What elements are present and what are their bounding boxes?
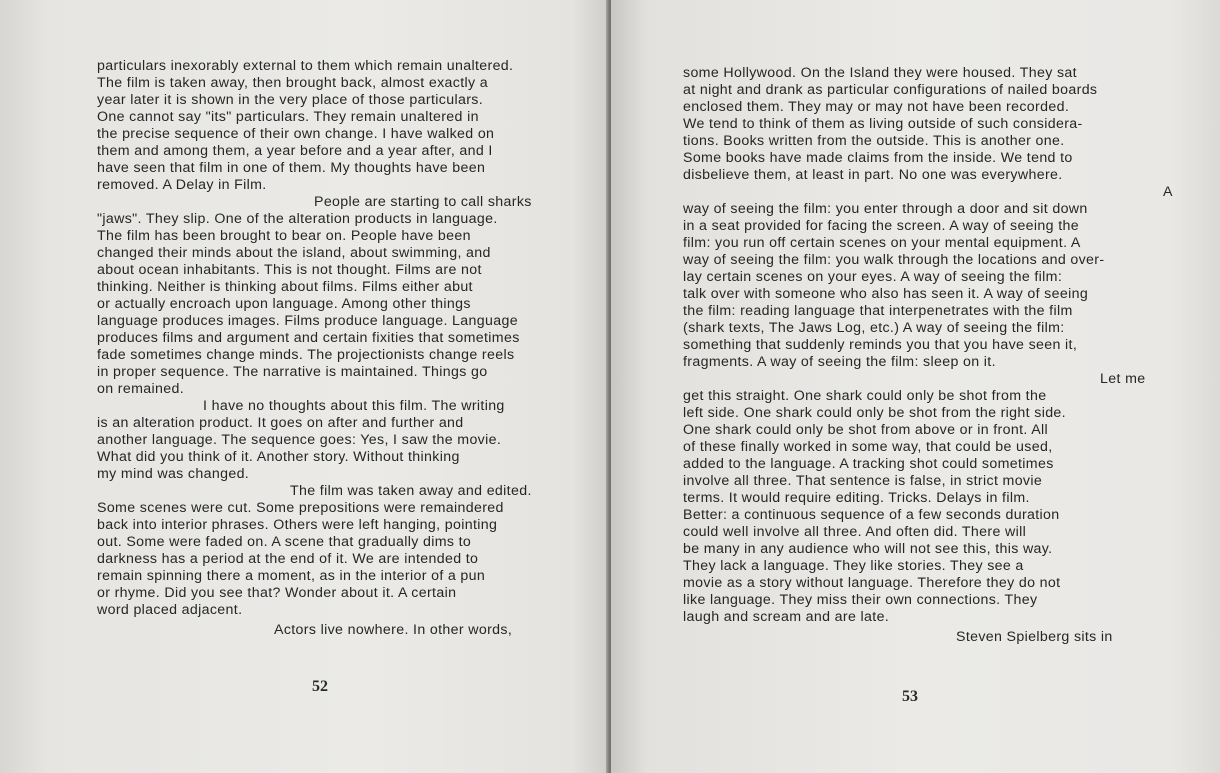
- text-line: get this straight. One shark could only be shot from the: [683, 388, 1047, 404]
- text-line: tions. Books written from the outside. This is another one.: [683, 133, 1065, 149]
- text-line: or rhyme. Did you see that? Wonder about it. A certain: [97, 585, 457, 601]
- text-line: Better: a continuous sequence of a few seconds duration: [683, 507, 1060, 523]
- text-line: on remained.: [97, 381, 185, 397]
- text-line: They lack a language. They like stories. They see a: [683, 558, 1024, 574]
- text-line: Steven Spielberg sits in: [956, 629, 1113, 645]
- text-line: them and among them, a year before and a year after, and I: [97, 143, 493, 159]
- text-line: another language. The sequence goes: Yes, I saw the movie.: [97, 432, 502, 448]
- text-line: word placed adjacent.: [97, 602, 243, 618]
- text-line: left side. One shark could only be shot from the right side.: [683, 405, 1066, 421]
- text-line: movie as a story without language. Therefore they do not: [683, 575, 1061, 591]
- text-line: I have no thoughts about this film. The writing: [203, 398, 505, 414]
- text-line: removed. A Delay in Film.: [97, 177, 267, 193]
- text-line: be many in any audience who will not see this, this way.: [683, 541, 1053, 557]
- text-line: added to the language. A tracking shot could sometimes: [683, 456, 1054, 472]
- text-line: particulars inexorably external to them which remain unaltered.: [97, 58, 514, 74]
- text-line: out. Some were faded on. A scene that gradually dims to: [97, 534, 472, 550]
- text-line: in a seat provided for facing the screen. A way of seeing the: [683, 218, 1079, 234]
- text-line: my mind was changed.: [97, 466, 250, 482]
- text-line: thinking. Neither is thinking about films. Films either abut: [97, 279, 473, 295]
- text-line: laugh and scream and are late.: [683, 609, 890, 625]
- text-line: changed their minds about the island, about swimming, and: [97, 245, 491, 261]
- page-number: 52: [312, 678, 328, 695]
- text-line: (shark texts, The Jaws Log, etc.) A way of seeing the film:: [683, 320, 1065, 336]
- text-line: back into interior phrases. Others were left hanging, pointing: [97, 517, 498, 533]
- text-line: Some scenes were cut. Some prepositions were remaindered: [97, 500, 504, 516]
- text-line: the film: reading language that interpenetrates with the film: [683, 303, 1073, 319]
- text-line: One cannot say "its" particulars. They remain unaltered in: [97, 109, 479, 125]
- text-line: like language. They miss their own connections. They: [683, 592, 1038, 608]
- text-line: People are starting to call sharks: [314, 194, 532, 210]
- text-line: film: you run off certain scenes on your mental equipment. A: [683, 235, 1081, 251]
- text-line: at night and drank as particular configurations of nailed boards: [683, 82, 1098, 98]
- text-line: something that suddenly reminds you that you have seen it,: [683, 337, 1078, 353]
- text-line: enclosed them. They may or may not have been recorded.: [683, 99, 1070, 115]
- page-number: 53: [902, 688, 918, 705]
- text-line: The film has been brought to bear on. People have been: [97, 228, 471, 244]
- text-line: We tend to think of them as living outside of such considera-: [683, 116, 1083, 132]
- text-line: fragments. A way of seeing the film: sleep on it.: [683, 354, 996, 370]
- text-line: Actors live nowhere. In other words,: [274, 622, 513, 638]
- text-line: have seen that film in one of them. My thoughts have been: [97, 160, 486, 176]
- text-line: could well involve all three. And often did. There will: [683, 524, 1027, 540]
- text-line: way of seeing the film: you enter through a door and sit down: [683, 201, 1088, 217]
- text-line: "jaws". They slip. One of the alteration products in language.: [97, 211, 498, 227]
- text-line: The film was taken away and edited.: [290, 483, 532, 499]
- text-line: terms. It would require editing. Tricks. Delays in film.: [683, 490, 1030, 506]
- text-line: involve all three. That sentence is false, in strict movie: [683, 473, 1043, 489]
- text-line: lay certain scenes on your eyes. A way of seeing the film:: [683, 269, 1063, 285]
- text-line: the precise sequence of their own change. I have walked on: [97, 126, 495, 142]
- text-line: fade sometimes change minds. The projectionists change reels: [97, 347, 515, 363]
- text-line: What did you think of it. Another story. Without thinking: [97, 449, 460, 465]
- text-line: of these finally worked in some way, that could be used,: [683, 439, 1053, 455]
- text-line: remain spinning there a moment, as in the interior of a pun: [97, 568, 486, 584]
- text-line: produces films and argument and certain fixities that sometimes: [97, 330, 520, 346]
- text-line: or actually encroach upon language. Among other things: [97, 296, 471, 312]
- text-line: Let me: [1100, 371, 1146, 387]
- text-line: A: [1163, 184, 1173, 200]
- text-line: darkness has a period at the end of it. We are intended to: [97, 551, 479, 567]
- text-line: is an alteration product. It goes on after and further and: [97, 415, 464, 431]
- text-line: language produces images. Films produce language. Language: [97, 313, 518, 329]
- text-line: talk over with someone who also has seen it. A way of seeing: [683, 286, 1089, 302]
- text-line: year later it is shown in the very place of those particulars.: [97, 92, 484, 108]
- text-line: in proper sequence. The narrative is maintained. Things go: [97, 364, 488, 380]
- text-line: way of seeing the film: you walk through the locations and over-: [683, 252, 1105, 268]
- text-line: The film is taken away, then brought back, almost exactly a: [97, 75, 489, 91]
- text-line: disbelieve them, at least in part. No one was everywhere.: [683, 167, 1063, 183]
- text-line: about ocean inhabitants. This is not thought. Films are not: [97, 262, 482, 278]
- right-page: [611, 0, 1220, 773]
- text-line: Some books have made claims from the inside. We tend to: [683, 150, 1073, 166]
- text-line: some Hollywood. On the Island they were housed. They sat: [683, 65, 1077, 81]
- left-page: [0, 0, 609, 773]
- text-line: One shark could only be shot from above or in front. All: [683, 422, 1049, 438]
